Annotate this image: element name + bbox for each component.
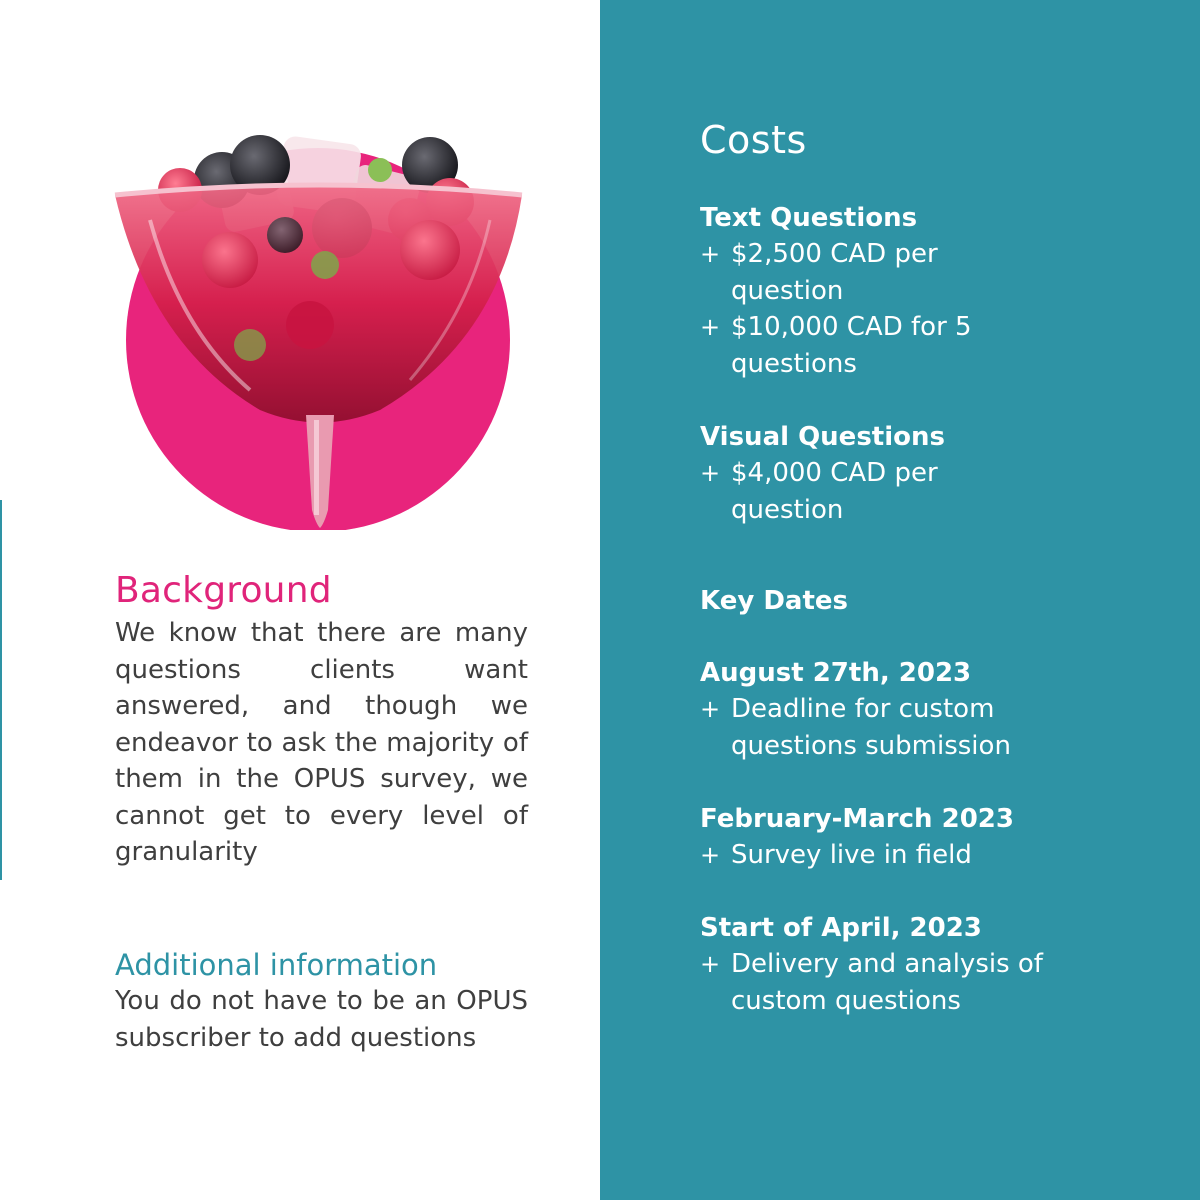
- costs-title: Costs: [700, 118, 807, 162]
- list-item: [700, 309, 1000, 382]
- date-items-list: [700, 691, 1060, 764]
- date-august-section: [700, 655, 1160, 764]
- visual-questions-section: [700, 419, 1160, 528]
- plus-bullet: +: [700, 950, 721, 978]
- list-item-text: Delivery and analysis of custom questions: [731, 949, 1043, 1016]
- list-item: [700, 691, 1060, 764]
- list-item: [700, 455, 1000, 528]
- text-questions-heading: Text Questions: [700, 203, 918, 233]
- plus-bullet: +: [700, 459, 721, 487]
- cocktail-glass-with-berries-icon: [110, 110, 530, 530]
- date-heading: August 27th, 2023: [700, 658, 972, 688]
- background-body: We know that there are many questions clients want answered, and though we endeavor to ask the majority of them in the OPUS survey, we cannot get to every level of granularity: [115, 618, 528, 867]
- list-item: [700, 946, 1060, 1019]
- list-item-text: $2,500 CAD per question: [731, 239, 938, 306]
- list-item: [700, 236, 1000, 309]
- key-dates-heading: Key Dates: [700, 586, 848, 616]
- plus-bullet: +: [700, 240, 721, 268]
- date-april-section: [700, 910, 1160, 1019]
- text-questions-list: [700, 236, 1000, 382]
- text-questions-section: [700, 200, 1160, 382]
- visual-questions-heading: Visual Questions: [700, 422, 945, 452]
- plus-bullet: +: [700, 841, 721, 869]
- date-items-list: [700, 946, 1060, 1019]
- left-edge-line: [0, 500, 2, 880]
- list-item: [700, 837, 1060, 874]
- date-heading: February-March 2023: [700, 804, 1014, 834]
- additional-info-body: You do not have to be an OPUS subscriber to add questions: [115, 986, 528, 1053]
- list-item-text: Survey live in field: [731, 840, 972, 870]
- visual-questions-list: [700, 455, 1000, 528]
- additional-info-heading: Additional information: [115, 948, 438, 982]
- key-dates-section: [700, 583, 1160, 619]
- date-heading: Start of April, 2023: [700, 913, 982, 943]
- date-feb-march-section: [700, 801, 1160, 874]
- list-item-text: $4,000 CAD per question: [731, 458, 938, 525]
- list-item-text: $10,000 CAD for 5 questions: [731, 312, 972, 379]
- list-item-text: Deadline for custom questions submission: [731, 694, 1011, 761]
- plus-bullet: +: [700, 695, 721, 723]
- date-items-list: [700, 837, 1060, 874]
- background-heading: Background: [115, 570, 332, 611]
- plus-bullet: +: [700, 313, 721, 341]
